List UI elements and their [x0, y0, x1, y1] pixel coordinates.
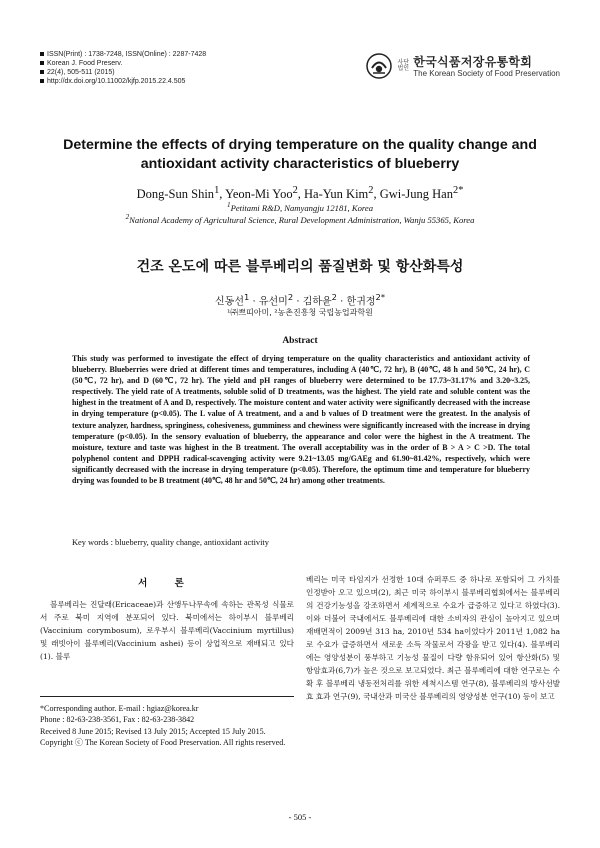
author-affil-mark: 1 [243, 292, 250, 302]
korean-affiliation: ¹㈜쁘띠아미, ²농촌진흥청 국립농업과학원 [227, 308, 373, 317]
affiliation-2: $^2$National Academy of Agricultural Science, Rural Development Administration, Wanju 55365, Korea [125, 213, 475, 225]
author-name: Ha-Yun Kim [304, 187, 369, 202]
author-affil-mark: 2 [331, 292, 337, 302]
author-separator: · [336, 296, 347, 308]
author-name: 신동선 [215, 296, 244, 308]
bullet-mark-icon [40, 70, 44, 74]
journal-name: Korean J. Food Preserv. [40, 59, 206, 68]
author-name: Dong-Sun Shin [136, 187, 215, 202]
phone-fax: Phone : 82-63-238-3561, Fax : 82-63-238-3842 [40, 715, 195, 725]
author-affil-mark: 2* [452, 185, 464, 196]
author-separator: , [373, 187, 380, 202]
society-header [365, 52, 560, 80]
society-name-ko: 한국식품저장유통학회 [413, 54, 533, 69]
author-affil-mark: 1 [214, 185, 220, 196]
author-name: Gwi-Jung Han [379, 187, 453, 202]
title-line-2: antioxidant activity characteristics of blueberry [140, 155, 460, 172]
author-affil-mark: 2 [368, 185, 374, 196]
keywords [72, 538, 269, 547]
bullet-mark-icon [40, 79, 44, 83]
issn: ISSN(Print) : 1738-7248, ISSN(Online) : 2287-7428 [47, 51, 207, 58]
keywords-text: blueberry, quality change, antioxidant activity [115, 538, 269, 547]
intro-right-column [306, 573, 560, 703]
affiliation-1: $^1$Petitami R&D, Namyangju 12181, Korea [227, 201, 373, 213]
corresponding-author: *Corresponding author. E-mail : hgiaz@korea.kr [40, 704, 199, 713]
author-separator: , [297, 187, 305, 202]
doi-line [40, 77, 206, 86]
copyright: Copyright ⓒ The Korean Society of Food Preservation. All rights reserved. [40, 738, 286, 748]
author-separator: · [249, 296, 259, 308]
bullet-mark-icon [40, 61, 44, 65]
abstract-text: This study was performed to investigate the effect of drying temperature on the quality characteristics and antioxidant activity of blueberry. Blueberries were dried at different times and temperatures, including A (40℃, 72 hr), B (40℃, 48 h and 50℃, 24 hr), C (50℃, 72 hr), and D (60℃, 72 hr). The yield and pH ranges of blueberry were determined to be 17.73~31.17% and 3.20~3.25, respectively. The yield rate of A treatments, soluble solid of D treatments, was the highest. The yield rate and soluble content was the highest in the treatment of A and D, respectively. The moisture content and water activity were significantly decreased with the increase in drying temperature (p<0.05). The L value of A treatment, and a and b values of D treatment were the greatest. In the analysis of texture analyzer, hardness, springiness, cohesiveness, gumminess and chewiness were significantly increased with the increase in drying temperature (p<0.05). In the sensory evaluation of blueberry, the appearance and color were the highest in the A treatment. The moisture, texture and taste was highest in the B treatment. The overall acceptability was in the order of B > A > C >D. The total polyphenol content and DPPH radical-scavenging activity were 9.21~13.05 mg/GAEg and 61.90~81.42%, respectively, which were significantly decreased with the increase in drying temperature (p<0.05). Therefore, the optimum time and temperature for blueberry drying was founded to be B treatment (40℃, 48 hr and 50℃, 24 hr) among other treatments. [72, 354, 530, 486]
author-affil-mark: 2 [292, 185, 298, 196]
journal-volume: 22(4), 505-511 (2015) [40, 68, 206, 77]
received-dates: Received 8 June 2015; Revised 13 July 2015; Accepted 15 July 2015. [40, 726, 266, 736]
author-name: Yeon-Mi Yoo [225, 187, 293, 202]
keywords-label: Key words : [72, 538, 113, 547]
society-logo-icon [365, 52, 393, 80]
issn-line [40, 50, 206, 59]
society-small-label: 사단 법인 [397, 60, 410, 72]
intro-left-text: 블루베리는 진달래(Ericaceae)과 산앵두나무속에 속하는 관목성 식물로서 주로 북미 지역에 분포되어 있다. 북미에서는 하이부시 블루베리(Vaccinium corymbosum), 로우부시 블루베리(Vaccinium myrtillus) 및 래빗아이 블루베리(Vaccinium ashei) 등이 상업적으로 재배되고 있다(1). 블루 [40, 600, 294, 661]
author-affil-mark: 2* [375, 292, 385, 302]
author-name: 한귀정 [346, 296, 376, 308]
intro-left-column [40, 573, 294, 663]
intro-heading: 서 론 [138, 578, 196, 589]
journal-meta [40, 50, 206, 86]
title-line-1: Determine the effects of drying temperature on the quality change and [63, 137, 537, 153]
corresponding-footnote [40, 696, 294, 749]
author-affil-mark: 2 [287, 292, 294, 302]
korean-title: 건조 온도에 따른 블루베리의 품질변화 및 항산화특성 [136, 259, 464, 275]
page-number: - 505 - [288, 812, 312, 822]
abstract-heading: Abstract [282, 336, 318, 346]
bullet-mark-icon [40, 52, 44, 56]
author-name: 김하윤 [302, 296, 332, 308]
author-name: 유선미 [258, 296, 288, 308]
intro-right-text: 베리는 미국 타임지가 선정한 10대 슈퍼푸드 중 하나로 포함되어 그 가치를 인정받아 오고 있으며(2), 최근 미국 하이부시 블루베리협회에서는 블루베리의 건강기능성을 강조하면서 세계적으로 수요가 급증하고 있다고 하였다(3). 이와 더불어 국내에서도 블루베리에 대한 소비자의 관심이 높아지고 있으며 재배면적이 2009년 313 ha, 2010년 534 ha이었다가 2011년 1,082 ha로 수요가 급증하면서 새로운 소득 작물로서 각광을 받고 있다(4). 블루베리에는 영양성분이 풍부하고 기능성 물질이 다량 함유되어 있어 항산화(5) 및 항암효과(6,7)가 높은 것으로 보고되었다. 최근 블루베리에 대한 연구로는 수확 후 블루베리 냉동전처리를 위한 세척시스템 연구(8), 블루베리의 방사선발효 효과 연구(9), 국내산과 미국산 블루베리의 영양성분 연구(10) 등이 보고 [306, 575, 560, 701]
society-name [413, 55, 560, 78]
author-separator: · [293, 296, 303, 308]
society-name-en: The Korean Society of Food Preservation [413, 68, 560, 78]
author-separator: , [219, 187, 226, 202]
article-title [40, 136, 560, 173]
doi-link[interactable]: http://dx.doi.org/10.11002/kjfp.2015.22.4.505 [47, 78, 186, 85]
